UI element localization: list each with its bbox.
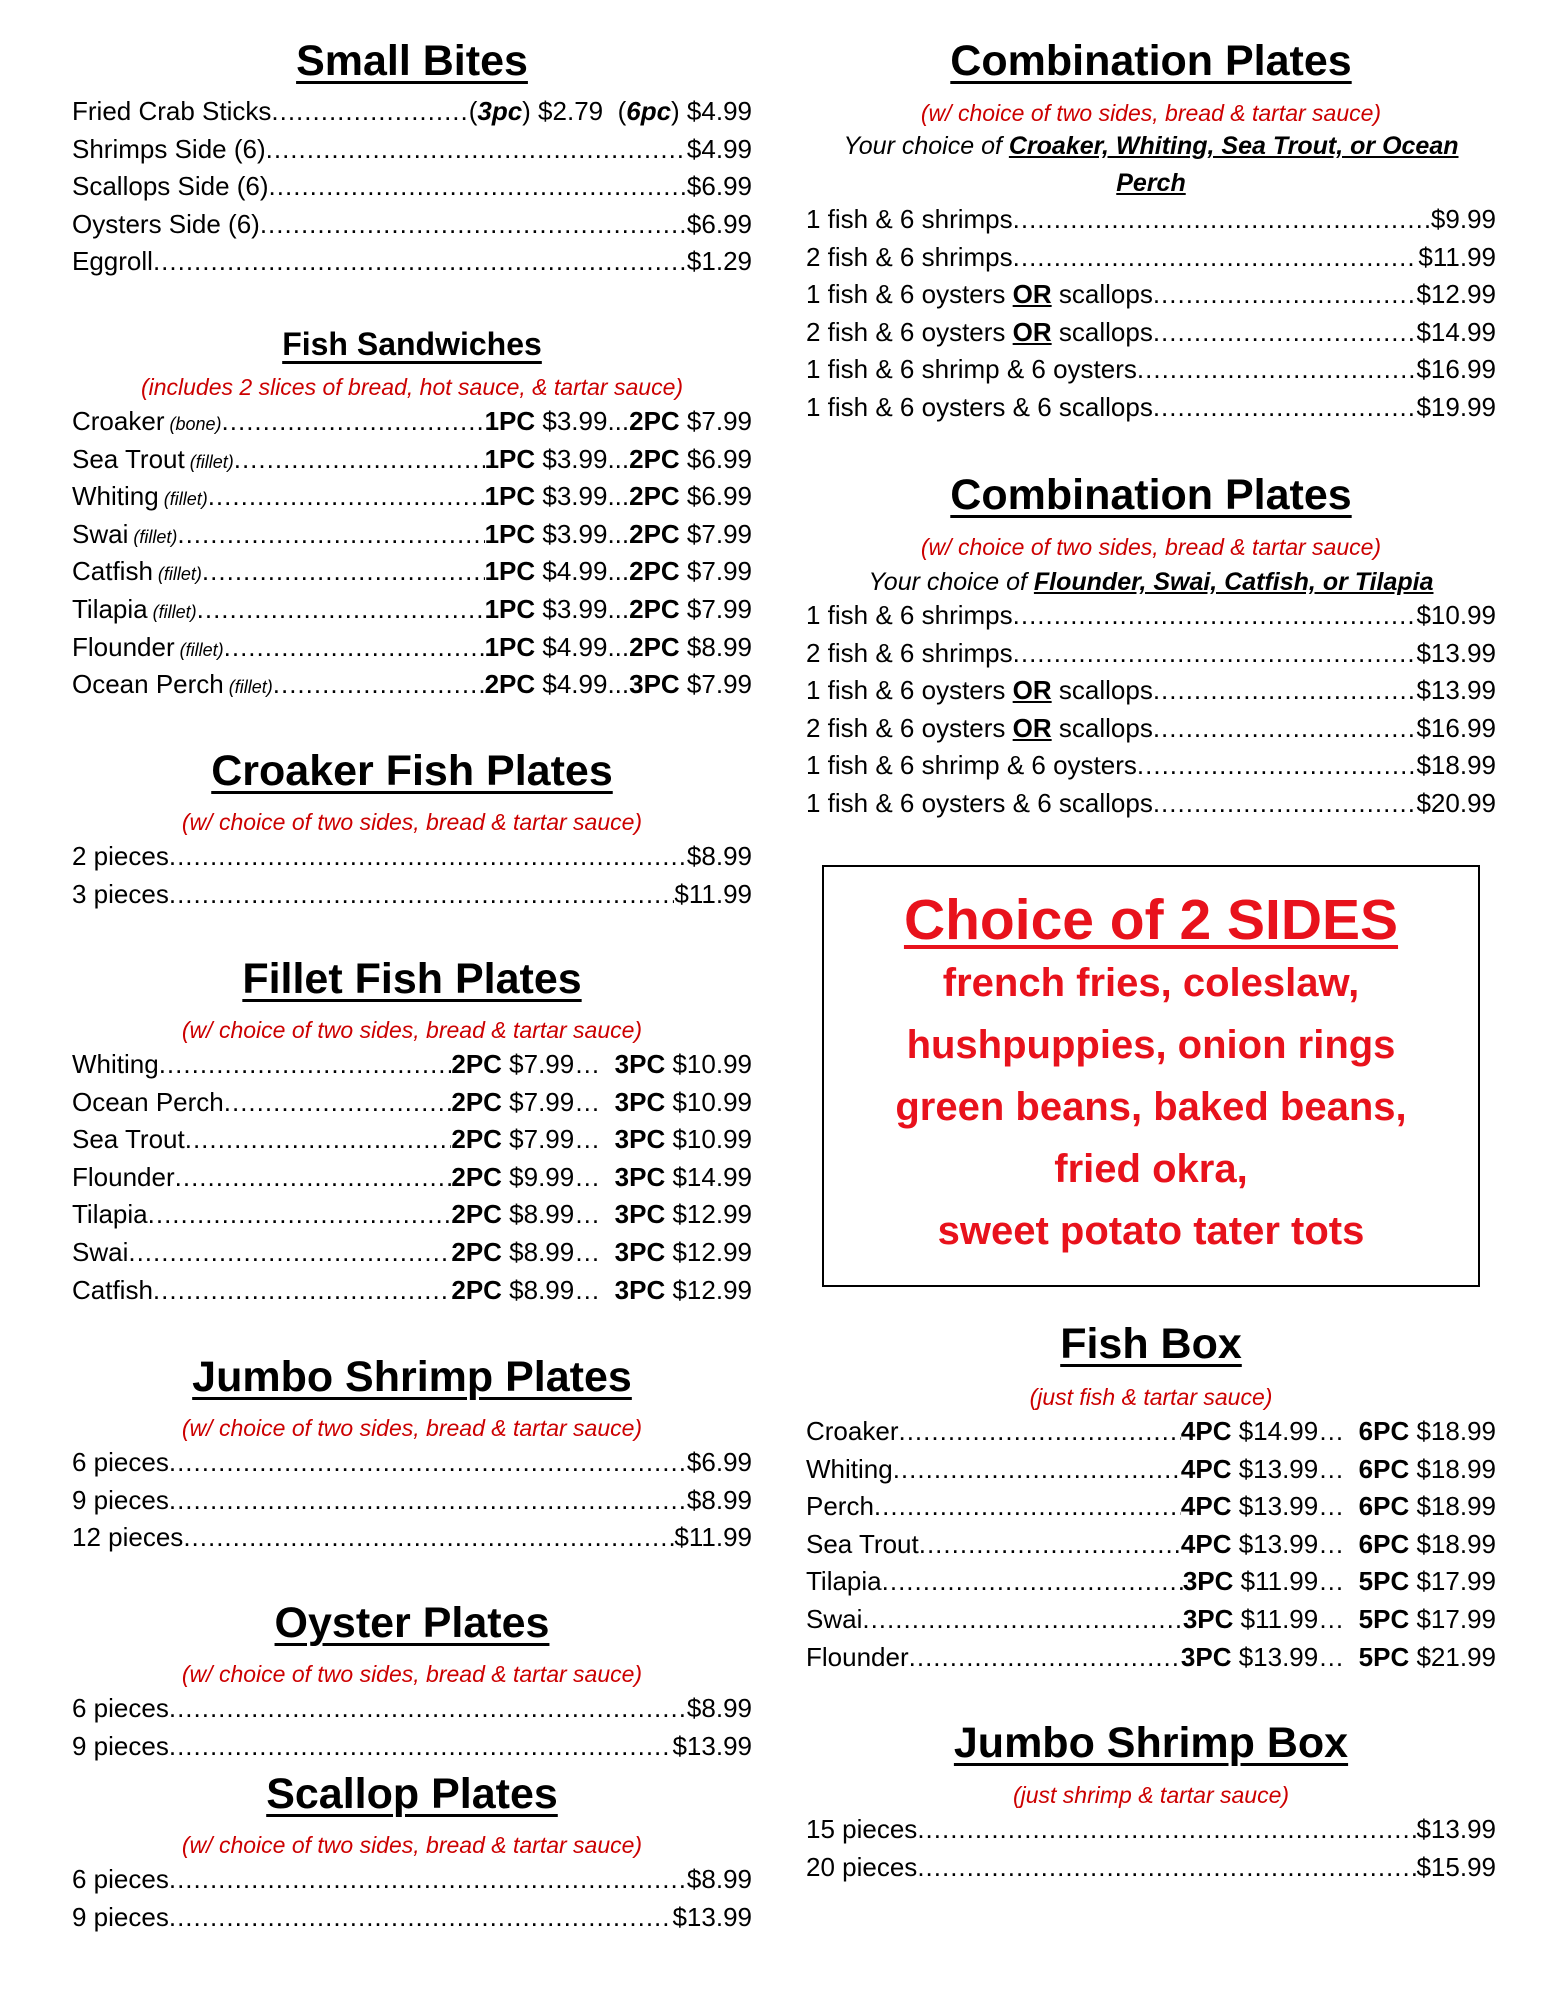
dot-leader: [1153, 279, 1417, 310]
menu-item-name: 6 pieces: [72, 1693, 169, 1723]
menu-item: [72, 134, 752, 172]
oyster-plates-list: [72, 1693, 752, 1768]
dot-leader: [208, 481, 485, 512]
dot-leader: [1153, 392, 1417, 423]
menu-item-price: $9.99: [1430, 204, 1496, 234]
menu-item: [72, 481, 752, 519]
menu-item: [806, 1529, 1496, 1567]
menu-item: [72, 1162, 752, 1200]
menu-item: [72, 246, 752, 284]
menu-item: [806, 788, 1496, 826]
menu-item-price: $20.99: [1416, 787, 1496, 818]
menu-item-price: 1PC $3.99...2PC $7.99: [484, 593, 752, 624]
menu-item: [806, 354, 1496, 392]
menu-item-price: $10.99: [1416, 600, 1496, 630]
menu-item-price: 1PC $3.99...2PC $7.99: [484, 518, 752, 549]
menu-item-name: Whiting: [72, 1049, 159, 1079]
dot-leader: [183, 1522, 674, 1553]
dot-leader: [224, 632, 485, 663]
menu-item-price: 2PC $8.99… 3PC $12.99: [451, 1199, 752, 1230]
menu-item-price: 3PC $11.99… 5PC $17.99: [1182, 1603, 1496, 1634]
dot-leader: [1153, 317, 1417, 348]
dot-leader: [169, 1693, 687, 1724]
jumbo-shrimp-plates-subtitle: (w/ choice of two sides, bread & tartar sauce): [181, 1415, 643, 1441]
dot-leader: [874, 1491, 1181, 1522]
fish-box-subtitle: (just fish & tartar sauce): [1029, 1384, 1273, 1410]
menu-item-name: Fried Crab Sticks: [72, 96, 272, 126]
menu-item-cut: (fillet): [147, 601, 197, 622]
dot-leader: [224, 1087, 452, 1118]
menu-item-name: 1 fish & 6 oysters & 6 scallops: [806, 787, 1153, 818]
combo-2-subtitle: (w/ choice of two sides, bread & tartar sauce): [920, 534, 1382, 560]
menu-item-cut: (bone): [164, 414, 222, 434]
dot-leader: [159, 1049, 452, 1080]
menu-item-name: Tilapia: [806, 1566, 882, 1597]
menu-item-name: Catfish: [72, 1274, 153, 1305]
menu-item: [72, 1731, 752, 1769]
menu-item-price: $4.99: [686, 133, 752, 164]
menu-item: [806, 600, 1496, 638]
menu-item-price: 1PC $4.99...2PC $7.99: [484, 556, 752, 587]
menu-item-price: 1PC $3.99...2PC $6.99: [484, 481, 752, 512]
dot-leader: [202, 556, 485, 587]
menu-item-name: Flounder: [806, 1641, 909, 1672]
fish-sandwiches-title: Fish Sandwiches: [282, 326, 542, 362]
dot-leader: [1013, 242, 1419, 273]
menu-item-name: Flounder (fillet): [72, 631, 224, 662]
menu-item-name: 3 pieces: [72, 878, 169, 909]
combo-2-note-fish: Flounder, Swai, Catfish, or Tilapia: [1033, 568, 1434, 596]
dot-leader: [153, 1275, 451, 1306]
menu-item-price: $13.99: [1416, 1814, 1496, 1844]
scallop-plates-subtitle: (w/ choice of two sides, bread & tartar sauce): [181, 1832, 643, 1858]
menu-item: [806, 1642, 1496, 1680]
menu-item-name: Whiting (fillet): [72, 481, 208, 512]
menu-item-price: 1PC $3.99...2PC $6.99: [484, 443, 752, 474]
menu-item-name: Sea Trout (fillet): [72, 443, 234, 474]
menu-item-price: 3PC $13.99… 5PC $21.99: [1180, 1641, 1496, 1672]
menu-item-price: 2PC $9.99… 3PC $14.99: [451, 1161, 752, 1192]
combo-1-subtitle: (w/ choice of two sides, bread & tartar sauce): [920, 100, 1382, 126]
dot-leader: [266, 134, 687, 165]
menu-item: [806, 1491, 1496, 1529]
fish-box-list: [806, 1416, 1496, 1679]
menu-item-price: $12.99: [1416, 279, 1496, 310]
menu-item: [806, 1416, 1496, 1454]
menu-item: [72, 96, 752, 134]
scallop-plates-title: Scallop Plates: [266, 1770, 558, 1818]
sides-box: [822, 865, 1480, 1287]
menu-item: [72, 1275, 752, 1313]
menu-item: [806, 750, 1496, 788]
menu-item-price: $1.29: [686, 246, 752, 277]
dot-leader: [153, 246, 687, 277]
sides-list: [824, 952, 1478, 1262]
fillet-plates-subtitle: (w/ choice of two sides, bread & tartar sauce): [181, 1017, 643, 1043]
menu-item-name: 2 fish & 6 shrimps: [806, 637, 1013, 668]
menu-item-name: 15 pieces: [806, 1814, 918, 1844]
dot-leader: [269, 171, 687, 202]
menu-item: [72, 1447, 752, 1485]
menu-item-price: $13.99: [1416, 637, 1496, 668]
menu-item-price: $11.99: [674, 1522, 752, 1553]
menu-item: [806, 1604, 1496, 1642]
dot-leader: [169, 1447, 687, 1478]
menu-item-price: $19.99: [1416, 391, 1496, 422]
scallop-plates-list: [72, 1864, 752, 1939]
menu-item-price: $6.99: [686, 1447, 752, 1477]
jumbo-shrimp-plates-title: Jumbo Shrimp Plates: [192, 1353, 632, 1401]
menu-item: [72, 632, 752, 670]
menu-item: [806, 392, 1496, 430]
menu-item-name: 1 fish & 6 shrimp & 6 oysters: [806, 750, 1137, 781]
menu-item-price: $8.99: [686, 841, 752, 871]
menu-item-name: 2 fish & 6 oysters OR scallops: [806, 712, 1153, 743]
dot-leader: [1013, 600, 1417, 631]
jumbo-shrimp-plates-list: [72, 1447, 752, 1560]
small-bites-title: Small Bites: [296, 37, 528, 85]
menu-item: [72, 1864, 752, 1902]
menu-item-name: 1 fish & 6 oysters OR scallops: [806, 279, 1153, 310]
menu-item-name: Croaker: [806, 1416, 899, 1446]
dot-leader: [1153, 788, 1417, 819]
menu-item-cut: (fillet): [223, 677, 273, 698]
dot-leader: [260, 209, 687, 240]
dot-leader: [919, 1529, 1181, 1560]
menu-item: [72, 1522, 752, 1560]
dot-leader: [273, 669, 485, 700]
menu-item-name: Flounder: [72, 1161, 175, 1192]
menu-item-price: $18.99: [1416, 750, 1496, 781]
menu-item-name: 6 pieces: [72, 1447, 169, 1477]
menu-item-price: 2PC $7.99… 3PC $10.99: [451, 1086, 752, 1117]
menu-item-price: 2PC $4.99...3PC $7.99: [484, 669, 752, 700]
side-option: green beans, baked beans,: [895, 1084, 1407, 1129]
menu-item: [72, 1199, 752, 1237]
menu-item-cut: (fillet): [158, 489, 208, 510]
menu-item-name: Tilapia (fillet): [72, 593, 197, 624]
menu-item: [72, 1237, 752, 1275]
oyster-plates-title: Oyster Plates: [274, 1599, 550, 1647]
side-option: hushpuppies, onion rings: [906, 1022, 1396, 1067]
menu-item: [806, 1566, 1496, 1604]
menu-item-price: $8.99: [686, 1693, 752, 1723]
menu-item-name: Ocean Perch (fillet): [72, 669, 273, 700]
fillet-plates-title: Fillet Fish Plates: [242, 955, 582, 1003]
dot-leader: [185, 1124, 452, 1155]
dot-leader: [1137, 354, 1417, 385]
croaker-plates-list: [72, 841, 752, 916]
menu-item-name: Croaker (bone): [72, 406, 222, 436]
dot-leader: [169, 879, 675, 910]
dot-leader: [148, 1199, 452, 1230]
menu-item-price: 2PC $8.99… 3PC $12.99: [451, 1274, 752, 1305]
menu-item-name: 1 fish & 6 oysters & 6 scallops: [806, 391, 1153, 422]
menu-item: [72, 406, 752, 444]
menu-item-name: 6 pieces: [72, 1864, 169, 1894]
menu-item-name: 1 fish & 6 shrimp & 6 oysters: [806, 354, 1137, 385]
dot-leader: [169, 1731, 673, 1762]
menu-item: [72, 879, 752, 917]
menu-item: [72, 1693, 752, 1731]
menu-item-name: Catfish (fillet): [72, 556, 202, 587]
dot-leader: [169, 841, 687, 872]
menu-item-price: 4PC $13.99… 6PC $18.99: [1180, 1453, 1496, 1484]
combo-1-note-fish: Croaker, Whiting, Sea Trout, or Ocean Perch: [1008, 132, 1459, 197]
menu-item: [72, 1485, 752, 1523]
menu-item-name: 1 fish & 6 oysters OR scallops: [806, 675, 1153, 706]
menu-item-price: 2PC $7.99… 3PC $10.99: [451, 1049, 752, 1079]
menu-item-price: $16.99: [1416, 712, 1496, 743]
menu-item-name: Shrimps Side (6): [72, 133, 266, 164]
combo-1-note: [806, 128, 1496, 202]
menu-item-price: $14.99: [1416, 316, 1496, 347]
menu-item: [806, 1454, 1496, 1492]
menu-item-name: 9 pieces: [72, 1901, 169, 1932]
dot-leader: [1013, 204, 1431, 235]
dot-leader: [1013, 638, 1417, 669]
menu-item-name: Swai: [72, 1236, 129, 1267]
combo-2-note: [806, 564, 1496, 601]
side-option: sweet potato tater tots: [937, 1208, 1365, 1253]
menu-item-name: Whiting: [806, 1453, 893, 1484]
menu-item-price: 2PC $8.99… 3PC $12.99: [451, 1236, 752, 1267]
menu-item: [72, 594, 752, 632]
dot-leader: [909, 1642, 1181, 1673]
menu-item-price: $11.99: [674, 878, 752, 909]
menu-item: [72, 444, 752, 482]
combo-2-title: Combination Plates: [950, 471, 1352, 519]
menu-item: [72, 209, 752, 247]
menu-item-name: Ocean Perch: [72, 1086, 224, 1117]
menu-item-name: Sea Trout: [806, 1528, 919, 1559]
fish-sandwiches-subtitle: (includes 2 slices of bread, hot sauce, & tartar sauce): [140, 374, 684, 400]
combo-1-list: [806, 204, 1496, 430]
dot-leader: [917, 1814, 1416, 1845]
dot-leader: [197, 594, 485, 625]
jumbo-shrimp-box-title: Jumbo Shrimp Box: [953, 1719, 1349, 1767]
menu-item: [806, 317, 1496, 355]
jumbo-shrimp-box-list: [806, 1814, 1496, 1889]
menu-item-price: $6.99: [686, 171, 752, 202]
menu-item-name: Sea Trout: [72, 1124, 185, 1155]
menu-item-name: 1 fish & 6 shrimps: [806, 204, 1013, 234]
menu-item: [72, 1049, 752, 1087]
menu-item-name: 1 fish & 6 shrimps: [806, 600, 1013, 630]
croaker-plates-title: Croaker Fish Plates: [211, 747, 613, 795]
menu-item: [72, 519, 752, 557]
menu-item-price: $8.99: [686, 1484, 752, 1515]
dot-leader: [1153, 675, 1417, 706]
dot-leader: [177, 519, 484, 550]
menu-item: [72, 669, 752, 707]
side-option: french fries, coleslaw,: [942, 960, 1360, 1005]
menu-item-price: 4PC $13.99… 6PC $18.99: [1180, 1528, 1496, 1559]
menu-item-cut: (fillet): [184, 451, 234, 472]
menu-item: [72, 841, 752, 879]
menu-item-name: 2 fish & 6 shrimps: [806, 241, 1013, 272]
menu-item-name: 20 pieces: [806, 1851, 918, 1882]
menu-item-price: (3pc) $2.79 (6pc) $4.99: [468, 96, 752, 126]
menu-item-price: $6.99: [686, 208, 752, 239]
dot-leader: [271, 96, 468, 127]
combo-1-note-prefix: Your choice of: [843, 132, 1009, 160]
menu-item: [72, 1124, 752, 1162]
dot-leader: [893, 1454, 1181, 1485]
menu-item-price: $16.99: [1416, 354, 1496, 385]
oyster-plates-subtitle: (w/ choice of two sides, bread & tartar sauce): [181, 1661, 643, 1687]
menu-item-name: 12 pieces: [72, 1522, 184, 1553]
menu-item-name: Swai: [806, 1603, 863, 1634]
menu-item-cut: (fillet): [152, 564, 202, 585]
dot-leader: [222, 406, 485, 437]
dot-leader: [1153, 713, 1417, 744]
dot-leader: [175, 1162, 452, 1193]
menu-item: [806, 242, 1496, 280]
fish-sandwiches-list: [72, 406, 752, 707]
menu-item-price: $8.99: [686, 1864, 752, 1894]
menu-item-price: 1PC $3.99...2PC $7.99: [484, 406, 752, 436]
menu-item-name: Tilapia: [72, 1199, 148, 1230]
dot-leader: [917, 1852, 1416, 1883]
menu-item: [806, 638, 1496, 676]
menu-item: [72, 1902, 752, 1940]
menu-item-price: $13.99: [1416, 675, 1496, 706]
menu-item: [72, 556, 752, 594]
menu-item-name: Oysters Side (6): [72, 208, 260, 239]
menu-item-price: $13.99: [672, 1730, 752, 1761]
combo-1-title: Combination Plates: [950, 37, 1352, 85]
fillet-plates-list: [72, 1049, 752, 1312]
menu-item: [72, 171, 752, 209]
menu-item-name: Eggroll: [72, 246, 153, 277]
menu-item-name: Scallops Side (6): [72, 171, 269, 202]
combo-2-note-prefix: Your choice of: [868, 568, 1034, 596]
dot-leader: [128, 1237, 451, 1268]
menu-item-cut: (fillet): [174, 639, 224, 660]
dot-leader: [169, 1902, 673, 1933]
dot-leader: [1137, 750, 1417, 781]
croaker-plates-subtitle: (w/ choice of two sides, bread & tartar sauce): [181, 809, 643, 835]
menu-item-name: 2 fish & 6 oysters OR scallops: [806, 316, 1153, 347]
small-bites-list: [72, 96, 752, 284]
menu-item-name: Swai (fillet): [72, 518, 178, 549]
menu-item: [72, 1087, 752, 1125]
fish-box-title: Fish Box: [1060, 1320, 1242, 1368]
menu-item-price: 4PC $14.99… 6PC $18.99: [1180, 1416, 1496, 1446]
sides-title: Choice of 2 SIDES: [903, 888, 1399, 952]
menu-item: [806, 1814, 1496, 1852]
menu-item-price: 4PC $13.99… 6PC $18.99: [1180, 1491, 1496, 1522]
menu-item-name: 9 pieces: [72, 1484, 169, 1515]
menu-item-price: 3PC $11.99… 5PC $17.99: [1182, 1566, 1496, 1597]
menu-item-name: 2 pieces: [72, 841, 169, 871]
dot-leader: [898, 1416, 1180, 1447]
menu-item-price: $11.99: [1418, 241, 1496, 272]
menu-item: [806, 1852, 1496, 1890]
menu-item: [806, 675, 1496, 713]
menu-item: [806, 279, 1496, 317]
menu-item-price: 1PC $4.99...2PC $8.99: [484, 631, 752, 662]
dot-leader: [234, 444, 485, 475]
dot-leader: [169, 1864, 687, 1895]
menu-item: [806, 713, 1496, 751]
menu-item-name: 9 pieces: [72, 1730, 169, 1761]
jumbo-shrimp-box-subtitle: (just shrimp & tartar sauce): [1012, 1782, 1290, 1808]
menu-item-price: $13.99: [672, 1901, 752, 1932]
dot-leader: [862, 1604, 1182, 1635]
menu-item-cut: (fillet): [128, 526, 178, 547]
menu-item-name: Perch: [806, 1491, 874, 1522]
dot-leader: [169, 1485, 687, 1516]
menu-item-price: $15.99: [1416, 1851, 1496, 1882]
combo-2-list: [806, 600, 1496, 826]
menu-item: [806, 204, 1496, 242]
menu-item-price: 2PC $7.99… 3PC $10.99: [451, 1124, 752, 1155]
side-option: fried okra,: [1054, 1146, 1248, 1191]
dot-leader: [882, 1566, 1183, 1597]
